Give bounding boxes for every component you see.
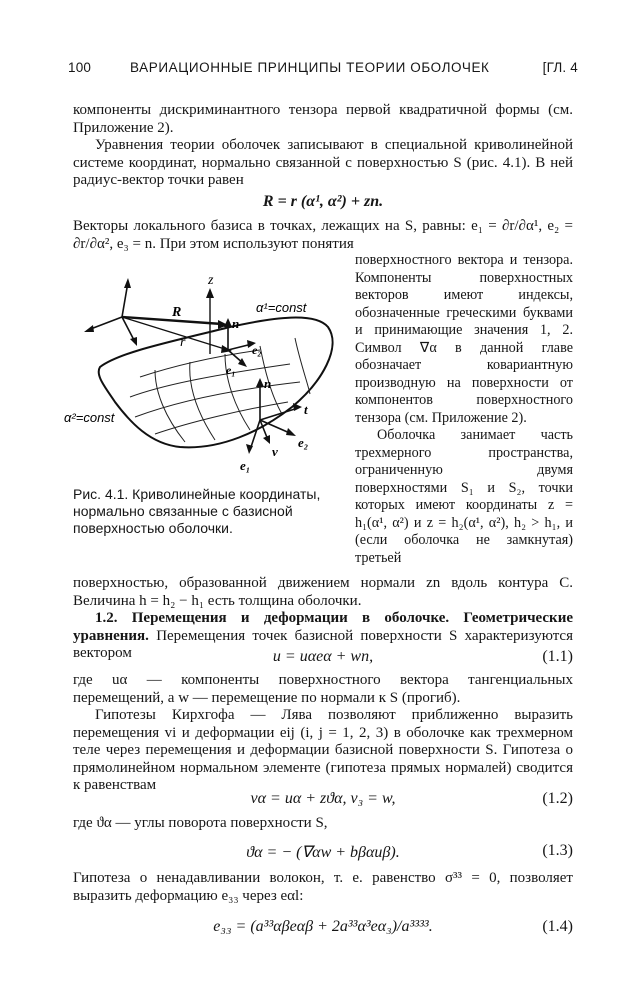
equation-number-1-4: (1.4) [542, 918, 573, 935]
label-R: R [172, 305, 182, 320]
paragraph-nonpress: Гипотеза о ненадавливании волокон, т. е. равенство σ³³ = 0, позволяет выразить деформацию e₃₃ через eαl: [73, 870, 573, 904]
label-e1-surface: e₁ [226, 363, 236, 377]
section-intro-text: Перемещения точек базисной поверхности S характеризуются вектором [73, 627, 573, 661]
formula-1-4-text: e₃₃ = (a³³αβeαβ + 2a³³α³eα₃)/a³³³³. [213, 918, 433, 935]
paragraph-coordinates: Уравнения теории оболочек записывают в специальной криволинейной системе координат, нормально связанной с поверхностью S (рис. 4.1). В ней радиус-вектор точки равен [73, 137, 573, 188]
displacement-block [73, 672, 573, 795]
shell-coordinates-figure [60, 272, 350, 482]
label-n-bottom: n [264, 376, 272, 391]
paragraph-tangential: где uα — компоненты поверхностного вектора тангенциальных перемещений, а w — перемещение по нормали к S (прогиб). [73, 672, 573, 706]
page-number: 100 [68, 60, 92, 75]
label-e2-surface: e₂ [252, 343, 262, 357]
paragraph-surface-vectors: поверхностного вектора и тензора. Компоненты поверхностных векторов имеют индексы, обозначенные греческими буквами и принимающие значения 1, 2. Символ ∇α в данной главе обозначает ковариантную производную на поверхности от компонентов поверхностного тензора (см. Приложение 2). [355, 252, 573, 426]
label-e1-bottom: e₁ [240, 458, 251, 473]
equation-number-1-1: (1.1) [542, 648, 573, 665]
running-title: ВАРИАЦИОННЫЕ ПРИНЦИПЫ ТЕОРИИ ОБОЛОЧЕК [130, 60, 490, 75]
formula-1-3 [73, 842, 573, 862]
rotation-line [73, 815, 573, 833]
label-z: z [208, 273, 214, 288]
basis-paragraph [73, 218, 573, 253]
equation-number-1-3: (1.3) [542, 842, 573, 859]
paragraph-tensor: компоненты дискриминантного тензора первой квадратичной формы (см. Приложение 2). [73, 102, 573, 136]
formula-1-2 [73, 790, 573, 808]
paragraph-shell-space: Оболочка занимает часть трехмерного пространства, ограниченную двумя поверхностями S₁ и S₂, точки которых имеют координаты z = h₁(α¹, α²) и z = h₂(α¹, α²), h₂ > h₁, и (если оболочка не замкнутая) третьей [355, 427, 573, 566]
intro-block [73, 102, 573, 190]
label-nu: ν [272, 444, 278, 459]
label-alpha1-const: α¹=const [256, 300, 307, 315]
right-column [355, 252, 573, 567]
formula-1-1 [73, 648, 573, 666]
formula-1-3-text: ϑα = − (∇αw + bβαuβ). [246, 844, 400, 861]
paragraph-kirchhoff: Гипотезы Кирхгофа — Лява позволяют приближенно выразить перемещения vi и деформации eij (i, j = 1, 2, 3) в оболочке как трехмерном теле через перемещения и деформации базисной поверхности S. Гипотеза о прямолинейном нормальном элементе (гипотеза прямых нормалей) сводится к равенствам [73, 707, 573, 793]
formula-radius-vector [73, 193, 573, 211]
chapter-label: [ГЛ. 4 [542, 60, 578, 75]
label-r: r [180, 335, 186, 350]
formula-1-2-text: vα = uα + zϑα, v₃ = w, [250, 790, 396, 807]
label-e2-bottom: e₂ [298, 435, 309, 450]
formula-1-4 [73, 918, 573, 936]
formula-1-1-text: u = uαeα + wn, [272, 648, 374, 665]
equation-number-1-2: (1.2) [542, 790, 573, 807]
paragraph-thickness: поверхностью, образованной движением нормали zn вдоль контура C. Величина h = h₂ − h₁ есть толщина оболочки. [73, 575, 573, 609]
paragraph-rotation: где ϑα — углы поворота поверхности S, [73, 815, 328, 831]
nonpress-block [73, 870, 573, 905]
section-heading: 1.2. Перемещения и деформации в оболочке. Геометрические уравнения. [73, 610, 573, 644]
label-t: t [304, 402, 308, 417]
label-n-top: n [232, 316, 240, 331]
figure-caption: Рис. 4.1. Криволинейные координаты, нормально связанные с базисной поверхностью оболочки. [73, 486, 321, 536]
paragraph-basis: Векторы локального базиса в точках, лежащих на S, равны: e₁ = ∂r/∂α¹, e₂ = ∂r/∂α², e₃ = n. При этом используют понятия [73, 218, 573, 252]
formula-radius-vector-text: R = r (α¹, α²) + zn. [262, 193, 384, 210]
label-alpha2-const: α²=const [64, 410, 115, 425]
